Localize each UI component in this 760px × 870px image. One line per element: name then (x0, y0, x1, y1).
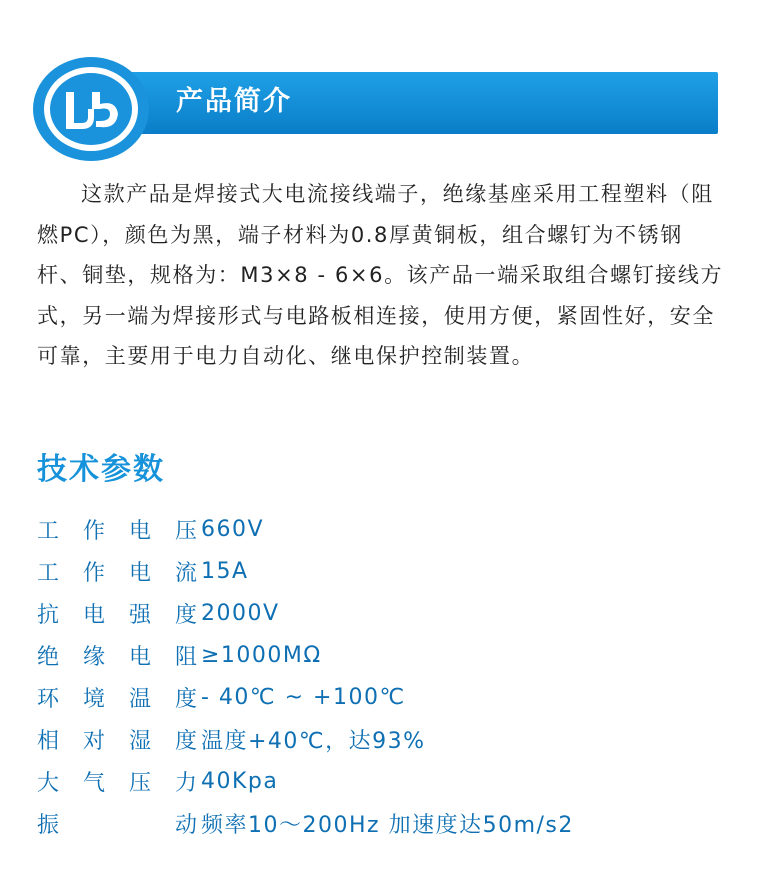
spec-label-char: 作 (82, 518, 105, 544)
spec-label-char: 压 (128, 770, 151, 796)
spec-label-char: 境 (82, 686, 105, 712)
spec-label-char: 工 (37, 518, 60, 544)
spec-label-char: 度 (174, 728, 197, 754)
spec-label (37, 514, 197, 545)
spec-label-char: 相 (37, 728, 60, 754)
spec-label-char: 度 (174, 686, 197, 712)
spec-label-char: 电 (128, 560, 151, 586)
spec-label-char: 电 (128, 518, 151, 544)
specs-list (37, 508, 727, 844)
spec-label-char: 工 (37, 560, 60, 586)
spec-row-relative-humidity (37, 718, 727, 760)
spec-label-char: 温 (128, 686, 151, 712)
spec-label-char: 电 (128, 644, 151, 670)
spec-label-char: 缘 (82, 644, 105, 670)
spec-value: 频率10～200Hz 加速度达50m/s2 (201, 812, 574, 838)
spec-label (37, 682, 197, 713)
spec-label-char: 抗 (37, 602, 60, 628)
spec-label-char: 振 (37, 812, 60, 838)
intro-paragraph: 这款产品是焊接式大电流接线端子，绝缘基座采用工程塑料（阻燃PC），颜色为黑，端子材料为0.8厚黄铜板，组合螺钉为不锈钢杆、铜垫，规格为：M3×8 - 6×6。该产品一端采取组合螺钉接线方式，另一端为焊接形式与电路板相连接，使用方便，紧固性好，安全可靠，主要用于电力自动化、继电保护控制装置。 (37, 182, 724, 368)
spec-label-char: 绝 (37, 644, 60, 670)
spec-label-char: 强 (128, 602, 151, 628)
spec-label-char: 压 (174, 518, 197, 544)
spec-label (37, 766, 197, 797)
spec-row-current (37, 550, 727, 592)
spec-label-char: 流 (174, 560, 197, 586)
spec-label-char: 对 (82, 728, 105, 754)
db-circle-logo-icon (30, 54, 152, 164)
spec-label (37, 598, 197, 629)
spec-label-char: 度 (174, 602, 197, 628)
spec-label-char: 环 (37, 686, 60, 712)
spec-row-dielectric-strength (37, 592, 727, 634)
spec-label-char: 动 (174, 812, 197, 838)
spec-label-char: 力 (174, 770, 197, 796)
spec-label-char: 阻 (174, 644, 197, 670)
spec-value: 40Kpa (201, 768, 279, 794)
spec-row-voltage (37, 508, 727, 550)
spec-value: 15A (201, 558, 249, 584)
banner-title: 产品简介 (176, 86, 292, 117)
spec-label-char: 作 (82, 560, 105, 586)
spec-label (37, 724, 197, 755)
spec-label-char: 大 (37, 770, 60, 796)
spec-label (37, 640, 197, 671)
spec-row-vibration (37, 802, 727, 844)
spec-value: 660V (201, 516, 265, 542)
spec-value: 温度+40℃，达93% (201, 728, 426, 754)
spec-value: 2000V (201, 600, 280, 626)
spec-label (37, 556, 197, 587)
spec-row-insulation-resistance (37, 634, 727, 676)
spec-label-char: 电 (82, 602, 105, 628)
spec-row-ambient-temperature (37, 676, 727, 718)
spec-label (37, 808, 197, 839)
specs-heading: 技术参数 (37, 452, 165, 487)
spec-label-char: 气 (82, 770, 105, 796)
spec-value: ≥1000MΩ (201, 642, 322, 668)
spec-value: - 40℃ ~ +100℃ (201, 684, 406, 710)
spec-row-atmospheric-pressure (37, 760, 727, 802)
spec-label-char: 湿 (128, 728, 151, 754)
